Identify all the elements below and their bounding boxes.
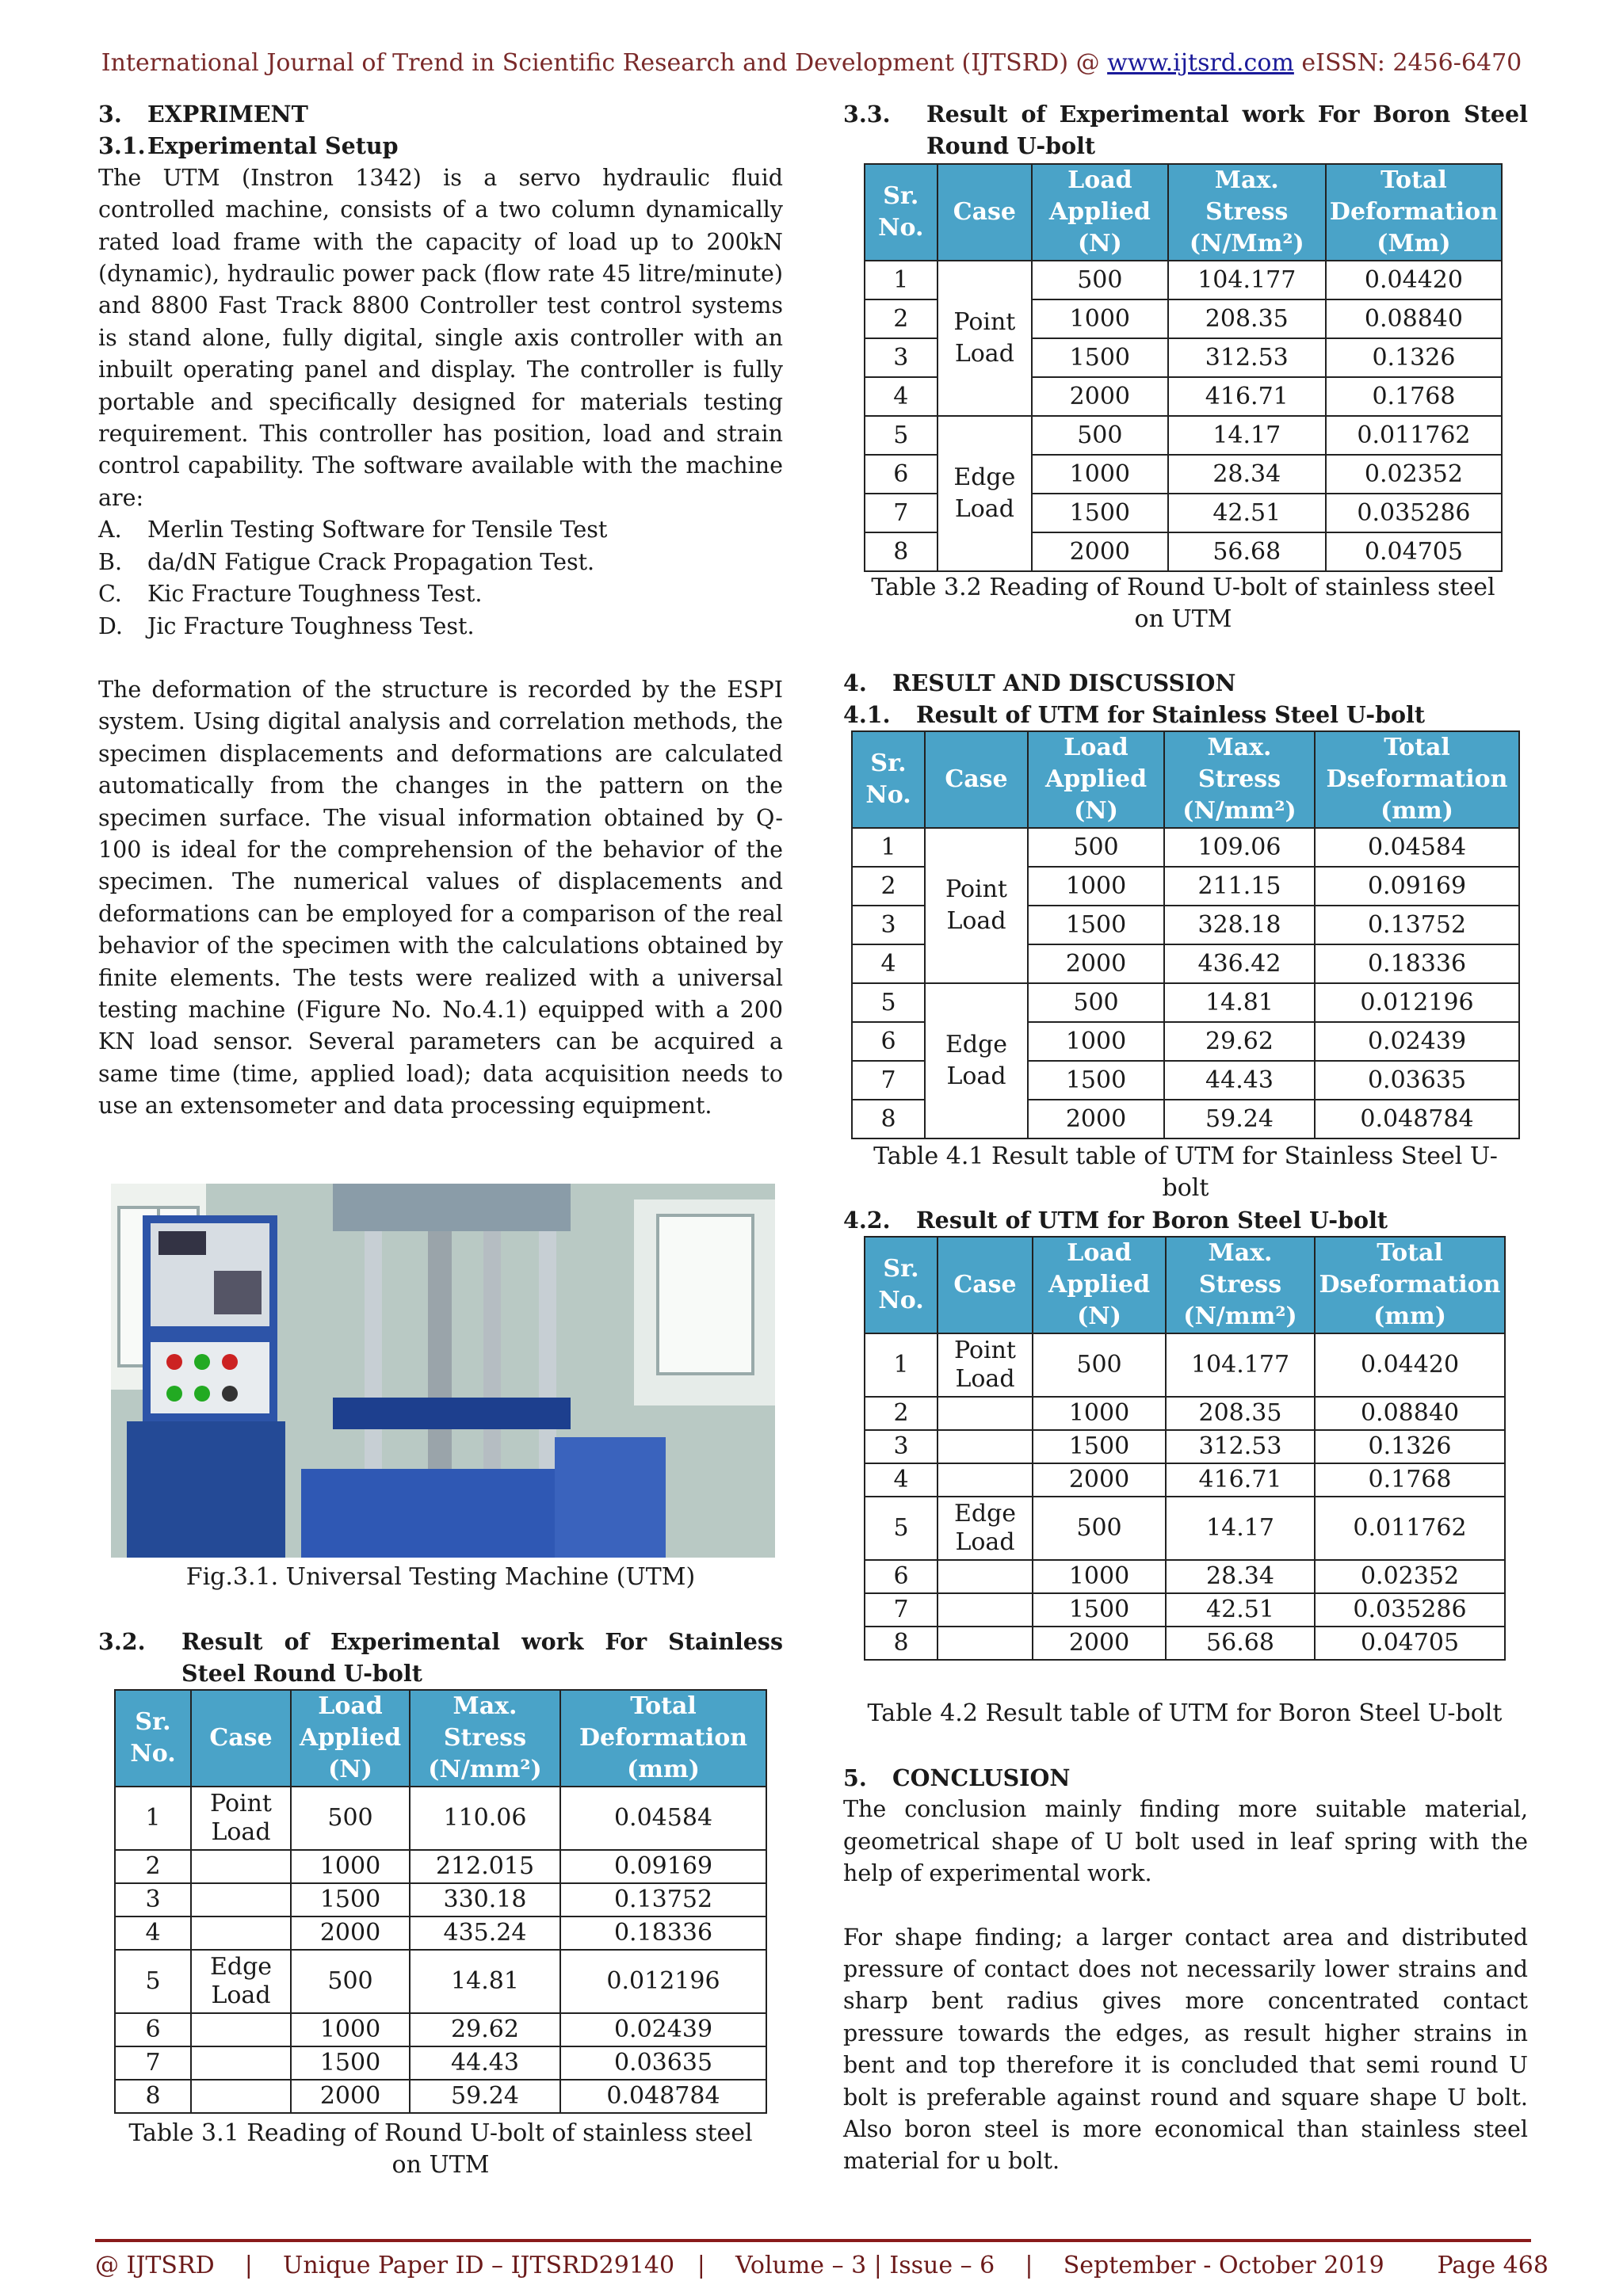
section-4-heading: 4. RESULT AND DISCUSSION [843,669,1236,696]
table-row [865,1333,1505,1397]
table-cell: 28.34 [1166,1560,1315,1593]
table-cell: 0.04584 [560,1787,766,1850]
table-cell: Edge Load [938,1497,1033,1560]
table-cell [191,1917,291,1950]
table-cell: 8 [115,2080,191,2113]
table-cell: 0.02352 [1315,1560,1505,1593]
table-header-cell: Total Deformation (Mm) [1326,164,1502,261]
table-cell: 109.06 [1164,828,1315,867]
table-cell: 0.1326 [1315,1430,1505,1463]
table-cell: 4 [115,1917,191,1950]
table-cell: 0.012196 [1315,983,1519,1022]
table-cell: 0.04420 [1326,261,1502,299]
table-cell: 1500 [1028,1061,1164,1100]
section-3-1-heading: 3.1.Experimental Setup [98,132,399,160]
figure-caption: Fig.3.1. Universal Testing Machine (UTM) [185,1563,696,1591]
table-header-cell: Max. Stress (N/mm²) [1164,731,1315,828]
section-3-2-heading: 3.2. Result of Experimental work For Stainless Steel Round U-bolt [98,1628,783,1688]
table-cell: 0.011762 [1326,416,1502,455]
table-cell [191,2046,291,2080]
table-cell: 0.04705 [1326,532,1502,571]
table-3-1-caption: Table 3.1 Reading of Round U-bolt of stainless steel on UTM [128,2119,753,2179]
table-cell: 500 [1032,261,1167,299]
table-cell: 1 [865,261,938,299]
table-cell: 110.06 [410,1787,560,1850]
section-3-3-heading: 3.3. Result of Experimental work For Boron Steel Round U-bolt [843,101,1528,160]
table-row [115,2080,766,2113]
table-cell: 1000 [1028,1022,1164,1061]
table-cell: 1 [852,828,925,867]
table-cell: 6 [115,2013,191,2046]
table-cell: 0.18336 [1315,944,1519,983]
table-cell: 14.81 [1164,983,1315,1022]
table-header-cell: Sr. No. [115,1690,191,1787]
table-cell: 59.24 [410,2080,560,2113]
table-4-2 [864,1236,1506,1661]
table-row [865,1463,1505,1497]
table-cell: 2000 [1033,1627,1166,1660]
table-cell [938,1593,1033,1627]
table-row [865,1497,1505,1560]
footer-page: Page 468 [1437,2252,1549,2279]
table-cell: 0.04584 [1315,828,1519,867]
table-row [865,1397,1505,1430]
table-cell: 2000 [1028,1100,1164,1138]
setup-paragraph: The UTM (Instron 1342) is a servo hydraulic fluid controlled machine, consists of a two column dynamically rated load frame with the capacity of load up to 200kN (dynamic), hydraulic power pack (flow rate 45 litre/minute) and 8800 Fast Track 8800 Controller test control systems is stand alone, fully digital, single axis controller with an inbuilt operating panel and display. The controller is fully portable and specifically designed for materials testing requirement. This controller has position, load and strain control capability. The software available with the machine are: [98,164,783,511]
table-cell: 1500 [291,2046,410,2080]
table-cell: 5 [865,416,938,455]
table-cell [938,1560,1033,1593]
section-4-headings [843,667,1528,731]
table-4-2-caption: Table 4.2 Result table of UTM for Boron Steel U-bolt [867,1699,1503,1727]
utm-machine-photo [111,1184,775,1558]
table-cell: 1500 [1033,1593,1166,1627]
table-cell: 2000 [291,1917,410,1950]
table-cell: 208.35 [1168,299,1326,338]
table-cell: 14.17 [1166,1497,1315,1560]
table-cell: 0.048784 [560,2080,766,2113]
table-cell: 3 [852,906,925,944]
table-cell: 1 [115,1787,191,1850]
table-cell [938,1463,1033,1497]
table-body [852,828,1519,1138]
table-cell: 500 [1032,416,1167,455]
table-row [115,2046,766,2080]
footer-date: September - October 2019 [1063,2252,1384,2279]
table-cell: 0.08840 [1326,299,1502,338]
table-cell: 0.13752 [1315,906,1519,944]
footer-paper-id: Unique Paper ID – IJTSRD29140 [283,2252,675,2279]
table-cell [938,1397,1033,1430]
table-cell: 1000 [1032,299,1167,338]
table-cell: 6 [865,455,938,494]
list-item: C. Kic Fracture Toughness Test. [98,581,483,608]
table-cell: 500 [1033,1333,1166,1397]
table-cell: 6 [865,1560,938,1593]
table-cell: 3 [865,338,938,377]
conclusion-section [843,1762,1528,2178]
table-cell: 0.02352 [1326,455,1502,494]
table-3-2-caption: Table 3.2 Reading of Round U-bolt of stainless steel on UTM [871,574,1495,633]
table-header-cell: Load Applied (N) [291,1690,410,1787]
table-cell: Edge Load [925,983,1028,1138]
table-cell: 3 [115,1883,191,1917]
table-cell: 0.03635 [560,2046,766,2080]
table-cell: 0.011762 [1315,1497,1505,1560]
table-cell: 5 [865,1497,938,1560]
table-cell: 435.24 [410,1917,560,1950]
table-cell: 500 [1033,1497,1166,1560]
table-body [865,1333,1505,1660]
table-cell [191,1850,291,1883]
table-cell: 1500 [1028,906,1164,944]
table-cell: 0.09169 [560,1850,766,1883]
table-row [115,1787,766,1850]
table-cell: 1000 [1033,1560,1166,1593]
table-cell: 2 [115,1850,191,1883]
table-cell: 0.03635 [1315,1061,1519,1100]
table-cell: 14.81 [410,1950,560,2013]
table-header-cell: Max. Stress (N/mm²) [410,1690,560,1787]
table-cell: 4 [865,1463,938,1497]
table-row [115,1917,766,1950]
table-cell: 28.34 [1168,455,1326,494]
table-cell: 1500 [1032,494,1167,532]
table-cell: Point Load [925,828,1028,983]
table-header-cell: Load Applied (N) [1033,1237,1166,1333]
table-header-cell: Sr. No. [852,731,925,828]
table-cell: 500 [1028,828,1164,867]
table-cell: 59.24 [1164,1100,1315,1138]
table-cell: 0.048784 [1315,1100,1519,1138]
table-cell: 104.177 [1168,261,1326,299]
section-4-1-heading: 4.1. Result of UTM for Stainless Steel U-bolt [843,701,1426,729]
table-row [865,1430,1505,1463]
table-cell: 0.04705 [1315,1627,1505,1660]
table-cell: 56.68 [1168,532,1326,571]
table-row [865,1627,1505,1660]
table-cell: 0.1768 [1326,377,1502,416]
table-cell: 211.15 [1164,867,1315,906]
table-cell: 2000 [1028,944,1164,983]
list-item: A. Merlin Testing Software for Tensile Test [98,517,608,543]
journal-link[interactable]: www.ijtsrd.com [1107,49,1294,77]
table-cell: 4 [852,944,925,983]
table-cell: 0.18336 [560,1917,766,1950]
table-cell: 1000 [1028,867,1164,906]
table-cell: 416.71 [1166,1463,1315,1497]
page-footer: @ IJTSRD | Unique Paper ID – IJTSRD29140 | Volume – 3 | Issue – 6 | September - October 2019 Page 468 [95,2252,1549,2279]
table-cell: 29.62 [410,2013,560,2046]
table-cell: 2000 [1033,1463,1166,1497]
table-header-cell: Case [938,164,1033,261]
table-cell: 8 [865,1627,938,1660]
table-body [865,261,1502,571]
conclusion-paragraph-2: For shape finding; a larger contact area and distributed pressure of contact does not necessarily lower strains and sharp bent radius gives more concentrated contact pressure towards the edges, as result higher strains in bent and top therefore it is concluded that semi round U bolt is preferable against round and square shape U bolt. Also boron steel is more economical than stainless steel material for u bolt. [843,1924,1528,2175]
table-cell: 1 [865,1333,938,1397]
table-cell: 500 [1028,983,1164,1022]
table-cell: 212.015 [410,1850,560,1883]
table-cell [191,2013,291,2046]
table-cell: 0.04420 [1315,1333,1505,1397]
table-row [852,828,1519,867]
table-cell: 0.02439 [1315,1022,1519,1061]
table-row [865,1593,1505,1627]
table-cell [191,2080,291,2113]
table-cell: 14.17 [1168,416,1326,455]
table-cell: 42.51 [1168,494,1326,532]
table-cell: 42.51 [1166,1593,1315,1627]
table-3-1 [114,1689,767,2114]
table-cell: 2 [865,1397,938,1430]
table-row [115,1850,766,1883]
table-row [865,416,1502,455]
table-cell: 2 [852,867,925,906]
table-cell: 1000 [1032,455,1167,494]
table-cell: 4 [865,377,938,416]
espi-paragraph: The deformation of the structure is recorded by the ESPI system. Using digital analysis and correlation methods, the specimen displacements and deformations are calculated automatically from the changes in the pattern on the specimen surface. The visual information obtained by Q-100 is ideal for the comprehension of the behavior of the specimen. The numerical values of displacements and deformations can be employed for a comparison of the real behavior of the specimen with the calculations obtained by finite elements. The tests were realized with a universal testing machine (Figure No. No.4.1) equipped with a 200 KN load sensor. Several parameters can be acquired a same time (time, applied load); data acquisition needs to use an extensometer and data processing equipment. [98,676,783,1119]
table-cell: 1000 [291,2013,410,2046]
table-cell: 0.1768 [1315,1463,1505,1497]
table-cell [191,1883,291,1917]
table-header-cell: Total Dseformation (mm) [1315,731,1519,828]
table-cell: 330.18 [410,1883,560,1917]
table-cell: 436.42 [1164,944,1315,983]
table-cell: 0.035286 [1326,494,1502,532]
page-header [0,49,1623,77]
table-cell: 2000 [1032,377,1167,416]
table-cell: 7 [852,1061,925,1100]
table-header-cell: Case [938,1237,1033,1333]
table-cell: 1000 [291,1850,410,1883]
footer-rule [95,2239,1531,2242]
table-cell: 5 [115,1950,191,2013]
table-4-1 [851,730,1520,1139]
table-cell: 0.035286 [1315,1593,1505,1627]
table-header-cell: Case [925,731,1028,828]
table-cell: 0.08840 [1315,1397,1505,1430]
table-cell: 44.43 [410,2046,560,2080]
table-cell: Edge Load [191,1950,291,2013]
header-issn: eISSN: 2456-6470 [1293,49,1522,77]
table-cell: 328.18 [1164,906,1315,944]
table-cell: 500 [291,1787,410,1850]
table-cell: 2000 [291,2080,410,2113]
table-header-cell: Load Applied (N) [1032,164,1167,261]
table-cell: 500 [291,1950,410,2013]
table-cell: 104.177 [1166,1333,1315,1397]
table-cell: 7 [865,1593,938,1627]
table-row [865,1560,1505,1593]
table-cell: 1500 [1033,1430,1166,1463]
conclusion-paragraph-1: The conclusion mainly finding more suitable material, geometrical shape of U bolt used in leaf spring with the help of experimental work. [843,1796,1528,1887]
table-cell: 2000 [1032,532,1167,571]
table-header-cell: Total Deformation (mm) [560,1690,766,1787]
table-cell: 7 [115,2046,191,2080]
table-row [852,983,1519,1022]
table-cell: 1000 [1033,1397,1166,1430]
section-3-heading: 3. EXPRIMENT [98,101,308,128]
list-item: D. Jic Fracture Toughness Test. [98,612,475,639]
table-cell: 0.13752 [560,1883,766,1917]
table-cell: 6 [852,1022,925,1061]
section-4-2-heading: 4.2. Result of UTM for Boron Steel U-bolt [843,1207,1388,1234]
table-cell: 2 [865,299,938,338]
table-cell: 29.62 [1164,1022,1315,1061]
table-cell: 0.02439 [560,2013,766,2046]
table-cell: 1500 [291,1883,410,1917]
table-row [115,1950,766,2013]
table-cell: Point Load [938,261,1033,416]
table-body [115,1787,766,2113]
table-header-cell: Sr. No. [865,1237,938,1333]
table-cell: 0.012196 [560,1950,766,2013]
table-cell: Point Load [938,1333,1033,1397]
table-header-cell: Max. Stress (N/Mm²) [1168,164,1326,261]
table-cell: 312.53 [1168,338,1326,377]
table-cell [938,1627,1033,1660]
table-cell: 7 [865,494,938,532]
footer-volume: Volume – 3 | Issue – 6 [735,2252,995,2279]
left-column [98,98,783,1123]
table-cell: 8 [852,1100,925,1138]
table-cell: 56.68 [1166,1627,1315,1660]
list-item: B. da/dN Fatigue Crack Propagation Test. [98,548,595,575]
table-header-cell: Load Applied (N) [1028,731,1164,828]
table-cell: Edge Load [938,416,1033,571]
table-header-cell: Sr. No. [865,164,938,261]
table-4-1-caption: Table 4.1 Result table of UTM for Stainless Steel U-bolt [873,1142,1498,1202]
table-row [115,2013,766,2046]
table-cell [938,1430,1033,1463]
table-cell: 0.09169 [1315,867,1519,906]
table-row [865,261,1502,299]
table-cell: 44.43 [1164,1061,1315,1100]
table-header-cell: Max. Stress (N/mm²) [1166,1237,1315,1333]
table-cell: 3 [865,1430,938,1463]
table-header-cell: Total Dseformation (mm) [1315,1237,1505,1333]
table-cell: 5 [852,983,925,1022]
header-text: International Journal of Trend in Scientific Research and Development (IJTSRD) @ [101,49,1108,77]
table-cell: 8 [865,532,938,571]
table-cell: 1500 [1032,338,1167,377]
table-row [115,1883,766,1917]
table-header-cell: Case [191,1690,291,1787]
table-cell: Point Load [191,1787,291,1850]
table-cell: 416.71 [1168,377,1326,416]
table-3-2 [864,163,1503,572]
table-cell: 208.35 [1166,1397,1315,1430]
table-cell: 312.53 [1166,1430,1315,1463]
section-5-heading: 5. CONCLUSION [843,1764,1071,1791]
table-cell: 0.1326 [1326,338,1502,377]
footer-left: @ IJTSRD [95,2252,215,2279]
